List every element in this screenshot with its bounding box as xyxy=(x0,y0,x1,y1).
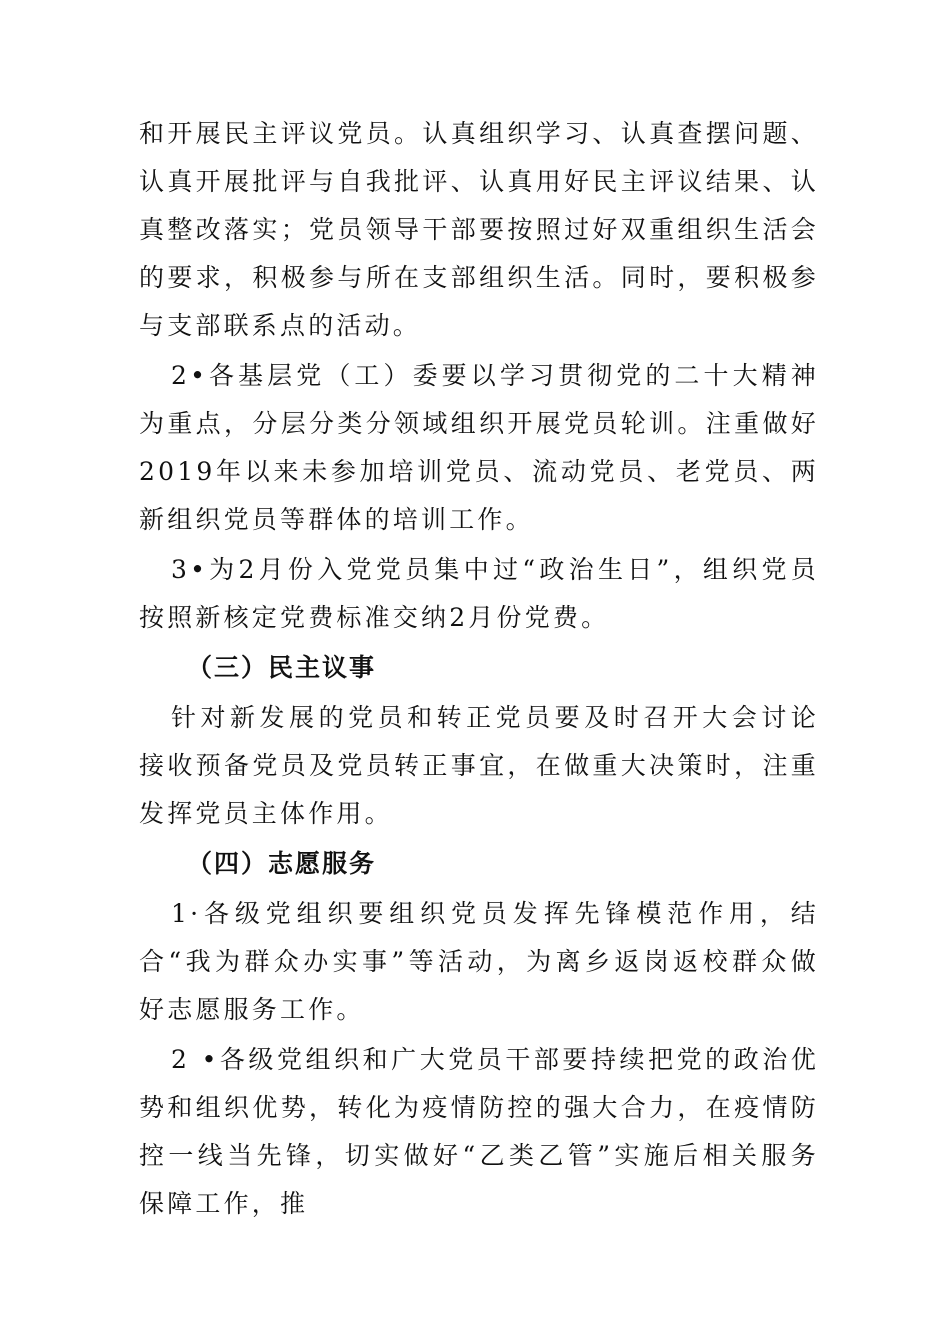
paragraph-democratic-deliberation: 针对新发展的党员和转正党员要及时召开大会讨论接收预备党员及党员转正事宜，在做重大决策时，注重发挥党员主体作用。 xyxy=(139,703,819,828)
section-heading-four: （四）志愿服务 xyxy=(187,849,377,878)
document-body xyxy=(139,110,819,1228)
paragraph-item-3: 3•为2月份入党党员集中过“政治生日”，组织党员按照新核定党费标准交纳2月份党费。 xyxy=(139,555,819,632)
paragraph-item-2: 2•各基层党（工）委要以学习贯彻党的二十大精神为重点，分层分类分领域组织开展党员轮训。注重做好2019年以来未参加培训党员、流动党员、老党员、两新组织党员等群体的培训工作。 xyxy=(139,361,819,534)
paragraph-volunteer-item-1: 1·各级党组织要组织党员发挥先锋模范作用，结合“我为群众办实事”等活动，为离乡返岗返校群众做好志愿服务工作。 xyxy=(139,899,819,1024)
paragraph-continued: 和开展民主评议党员。认真组织学习、认真查摆问题、认真开展批评与自我批评、认真用好民主评议结果、认真整改落实；党员领导干部要按照过好双重组织生活会的要求，积极参与所在支部组织生活。同时，要积极参与支部联系点的活动。 xyxy=(139,119,819,340)
paragraph-volunteer-item-2: 2 •各级党组织和广大党员干部要持续把党的政治优势和组织优势，转化为疫情防控的强大合力，在疫情防控一线当先锋，切实做好“乙类乙管”实施后相关服务保障工作，推 xyxy=(139,1045,819,1218)
section-heading-three: （三）民主议事 xyxy=(187,653,377,682)
